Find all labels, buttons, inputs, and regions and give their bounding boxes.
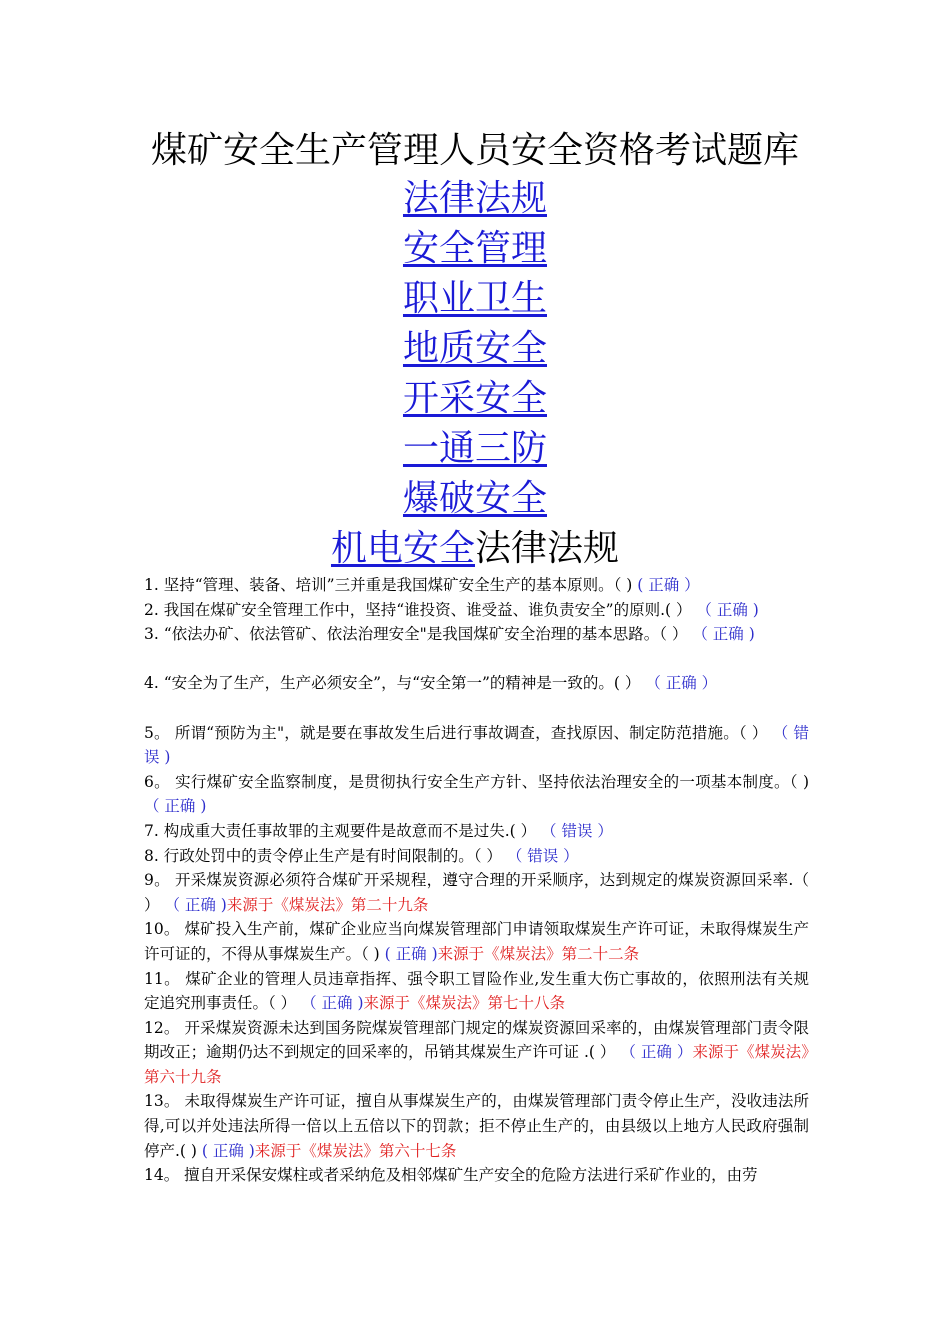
question-text: 9。 开采煤炭资源必须符合煤矿开采规程，遵守合理的开采顺序，达到规定的煤炭资源回采率.（ ） [144,871,809,914]
toc-link-geological-safety[interactable]: 地质安全 [402,328,547,369]
question-item [144,1089,809,1163]
source-reference: 来源于《煤炭法》第六十九条 [144,1043,809,1086]
page-title: 煤矿安全生产管理人员安全资格考试题库 [150,130,799,171]
question-text: 3. “依法办矿、依法管矿、依法治理安全"是我国煤矿安全治理的基本思路。（ ） [144,625,688,644]
answer-label: （ 正确 ） [640,674,718,693]
question-item [144,819,809,844]
toc-link-ventilation-prevention[interactable]: 一通三防 [402,428,547,469]
source-reference: 来源于《煤炭法》第二十九条 [226,895,429,914]
question-text: 4. “安全为了生产，生产必须安全”，与“安全第一”的精神是一致的。( ） [144,674,641,693]
toc-last-line [0,526,950,576]
section-heading: 法律法规 [475,528,620,569]
question-text: 12。 开采煤炭资源未达到国务院煤炭管理部门规定的煤炭资源回采率的，由煤炭管理部门责令限期改正；逾期仍达不到规定的回采率的，吊销其煤炭生产许可证 .( ） [144,1018,809,1062]
answer-label: （ 正确 ） [615,1043,693,1062]
question-item [144,573,809,598]
answer-label: ( 正确 ） [632,576,700,594]
toc-link-law[interactable]: 法律法规 [402,178,547,219]
answer-label: （ 正确 ) [687,625,755,644]
question-item [144,1016,809,1090]
answer-label: （ 错误 ） [536,821,613,840]
source-reference: 来源于《煤炭法》第二十二条 [437,944,640,963]
answer-label: （ 正确 ) [144,797,207,816]
question-text: 6。 实行煤矿安全监察制度，是贯彻执行安全生产方针、坚持依法治理安全的一项基本制度。（ ) [144,772,809,791]
question-item [144,721,809,770]
table-of-contents [0,176,950,576]
question-item [144,1163,809,1188]
question-text: 10。 煤矿投入生产前，煤矿企业应当向煤炭管理部门申请领取煤炭生产许可证，未取得煤炭生产许可证的，不得从事煤炭生产。（ ) [144,920,809,963]
question-item [144,844,809,869]
toc-link-mining-safety[interactable]: 开采安全 [402,378,547,419]
answer-label: （ 正确 ) [159,895,227,914]
answer-label: （ 正确 ) [691,600,759,619]
source-reference: 来源于《煤炭法》第六十七条 [254,1141,457,1160]
answer-label: （ 错误 ） [501,846,579,865]
question-item [144,868,809,917]
question-item [144,622,809,647]
question-text: 14。 擅自开采保安煤柱或者采纳危及相邻煤矿生产安全的危险方法进行采矿作业的，由劳 [144,1166,758,1185]
question-text: 8. 行政处罚中的责令停止生产是有时间限制的。（ ） [144,846,502,865]
question-item [144,770,809,819]
question-list [144,573,809,1188]
toc-link-occupational-health[interactable]: 职业卫生 [402,278,547,319]
toc-link-blasting-safety[interactable]: 爆破安全 [402,478,547,519]
question-item [144,967,809,1016]
question-text: 5。 所谓“预防为主"，就是要在事故发生后进行事故调查，查找原因、制定防范措施。（ ） [144,723,768,742]
toc-link-electromechanical-safety[interactable]: 机电安全 [330,528,475,569]
answer-label: （ 正确 ) [296,994,364,1013]
source-reference: 来源于《煤炭法》第七十八条 [363,994,566,1013]
question-item [144,917,809,966]
answer-label: ( 正确 ) [196,1141,255,1160]
question-text: 1. 坚持“管理、装备、培训”三并重是我国煤矿安全生产的基本原则。（ ) [144,576,633,594]
question-text: 2. 我国在煤矿安全管理工作中，坚持“谁投资、谁受益、谁负责安全”的原则.( ） [144,600,692,619]
answer-label: ( 正确 ) [379,944,438,963]
question-item [144,671,809,696]
question-text: 13。 未取得煤炭生产许可证，擅自从事煤炭生产的，由煤炭管理部门责令停止生产，没收违法所得,可以并处违法所得一倍以上五倍以下的罚款；拒不停止生产的，由县级以上地方人民政府强制停产.( ) [144,1092,809,1160]
toc-link-safety-management[interactable]: 安全管理 [402,228,547,269]
question-text: 7. 构成重大责任事故罪的主观要件是故意而不是过失.( ） [144,821,537,840]
answer-label: （ 错误 ) [144,723,809,767]
question-text: 11。 煤矿企业的管理人员违章指挥、强令职工冒险作业,发生重大伤亡事故的，依照刑法有关规定追究刑事责任。（ ） [144,969,809,1013]
question-item [144,598,809,623]
